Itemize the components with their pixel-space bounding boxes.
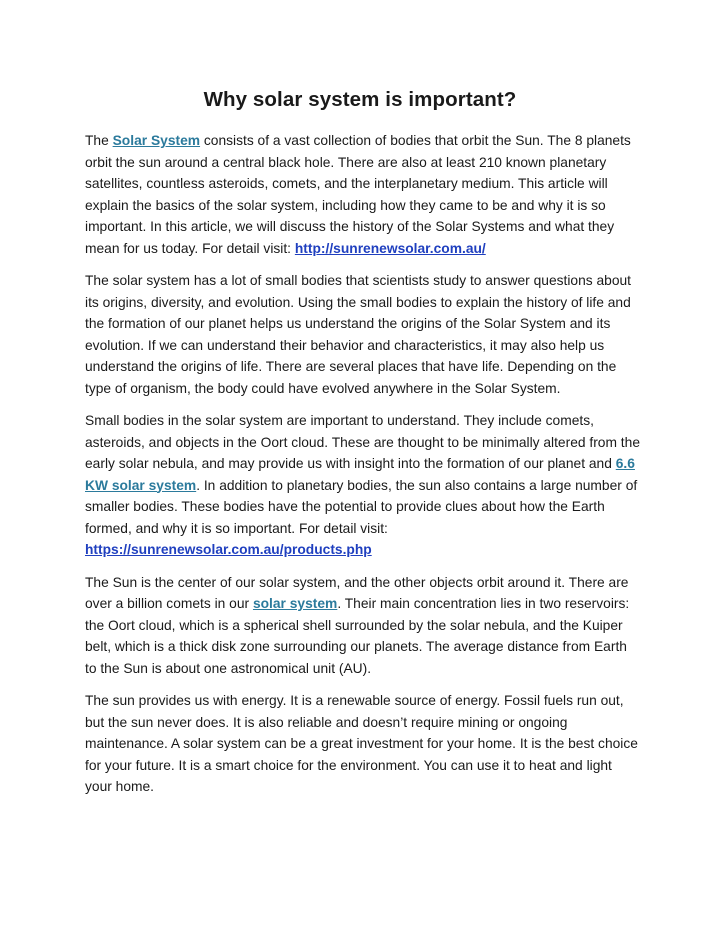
kw-solar-system-link[interactable]: 6.6 KW solar system [85,456,635,493]
paragraph-2 [85,270,640,399]
paragraph-4 [85,572,640,680]
sunrenewsolar-products-link[interactable]: https://sunrenewsolar.com.au/products.php [85,542,372,557]
paragraph-3 [85,410,640,561]
solar-system-link[interactable]: Solar System [112,133,201,148]
paragraph-text: consists of a vast collection of bodies that orbit the Sun. The 8 planets orbit the sun around a central black hole. There are also at least 210 known planetary satellites, countless asteroids, comets, and the interplanetary medium. This article will explain the basics of the solar system, including how they came to be and why it is so important. In this article, we will discuss the history of the Solar Systems and what they mean for us today. For detail visit: [85,133,631,256]
sunrenewsolar-home-link[interactable]: http://sunrenewsolar.com.au/ [294,240,486,256]
paragraph-text: The sun provides us with energy. It is a renewable source of energy. Fossil fuels run out, but the sun never does. It is also reliable and doesn’t require mining or ongoing maintenance. A solar system can be a great investment for your home. It is the best choice for your future. It is a smart choice for the environment. You can use it to heat and light your home. [85,693,638,794]
paragraph-5 [85,690,640,798]
paragraph-text: The solar system has a lot of small bodies that scientists study to answer questions about its origins, diversity, and evolution. Using the small bodies to explain the history of life and the formation of our planet helps us understand the origins of the Solar System and its evolution. If we can understand their behavior and characteristics, it may also help us understand the origins of life. There are several places that have life. Depending on the type of organism, the body could have evolved anywhere in the Solar System. [85,273,632,396]
page-title: Why solar system is important? [203,88,517,111]
solar-system-inline-link[interactable]: solar system [252,596,338,611]
document-body [85,130,640,809]
paragraph-text: . In addition to planetary bodies, the sun also contains a large number of smaller bodies. These bodies have the potential to provide clues about how the Earth formed, and why it is so important. For detail visit: [85,477,638,536]
paragraph-text: The Sun is the center of our solar system, and the other objects orbit around it. There are over a billion comets in our [85,574,629,611]
paragraph-text: The [85,133,113,148]
paragraph-1 [85,130,640,259]
paragraph-text: . Their main concentration lies in two reservoirs: the Oort cloud, which is a spherical shell surrounded by the solar nebula, and the Kuiper belt, which is a thick disk zone surrounding our planets. The average distance from Earth to the Sun is about one astronomical unit (AU). [85,596,630,676]
paragraph-text: Small bodies in the solar system are important to understand. They include comets, asteroids, and objects in the Oort cloud. These are thought to be minimally altered from the early solar nebula, and may provide us with insight into the formation of our planet and [85,413,640,471]
